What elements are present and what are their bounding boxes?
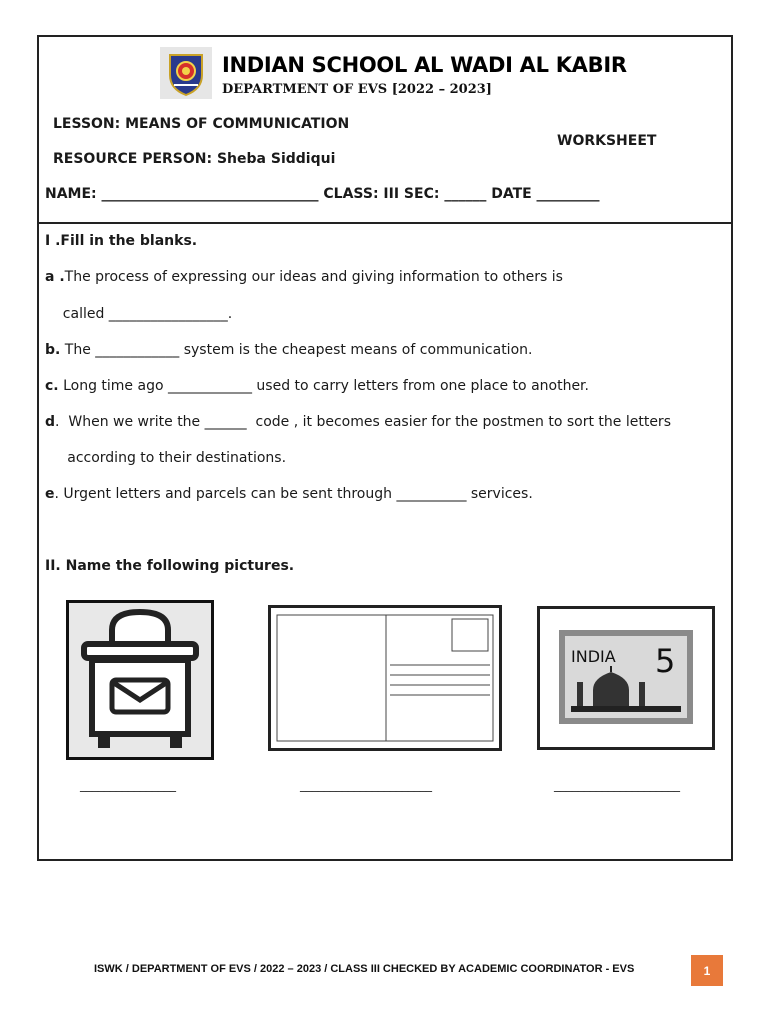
post-box-picture [66, 600, 214, 764]
question-c: c. Long time ago ____________ used to carry letters from one place to another. [45, 378, 589, 394]
page-number-badge: 1 [691, 955, 723, 986]
answer-line-1: ________________ [80, 778, 176, 792]
school-name: INDIAN SCHOOL AL WADI AL KABIR [222, 53, 627, 77]
header-divider [37, 222, 733, 224]
school-logo [160, 47, 212, 99]
question-a-continued: called _________________. [45, 306, 233, 322]
lesson-title: LESSON: MEANS OF COMMUNICATION [53, 116, 350, 132]
question-a: a .The process of expressing our ideas and giving information to others is [45, 269, 563, 285]
postcard-picture [268, 605, 502, 755]
answer-line-3: _____________________ [554, 778, 680, 792]
footer-text: ISWK / DEPARTMENT OF EVS / 2022 – 2023 / CLASS III CHECKED BY ACADEMIC COORDINATOR - EVS [94, 963, 635, 975]
worksheet-label: WORKSHEET [557, 133, 657, 149]
section-1-title: I .Fill in the blanks. [45, 233, 198, 249]
question-d: d. When we write the ______ code , it becomes easier for the postmen to sort the letters [45, 414, 671, 430]
answer-line-2: ______________________ [300, 778, 432, 792]
name-class-date-row: NAME: _______________________________ CLASS: III SEC: ______ DATE _________ [45, 186, 600, 202]
resource-person: RESOURCE PERSON: Sheba Siddiqui [53, 151, 336, 167]
stamp-country-text: INDIA [571, 647, 616, 666]
section-2-title: II. Name the following pictures. [45, 558, 295, 574]
stamp-value-text: 5 [655, 642, 676, 680]
question-d-continued: according to their destinations. [45, 450, 287, 466]
postage-stamp-picture [537, 606, 715, 754]
question-b: b. The ____________ system is the cheapest means of communication. [45, 342, 533, 358]
question-e: e. Urgent letters and parcels can be sent through __________ services. [45, 486, 533, 502]
department-title: DEPARTMENT OF EVS [2022 – 2023] [222, 82, 492, 97]
